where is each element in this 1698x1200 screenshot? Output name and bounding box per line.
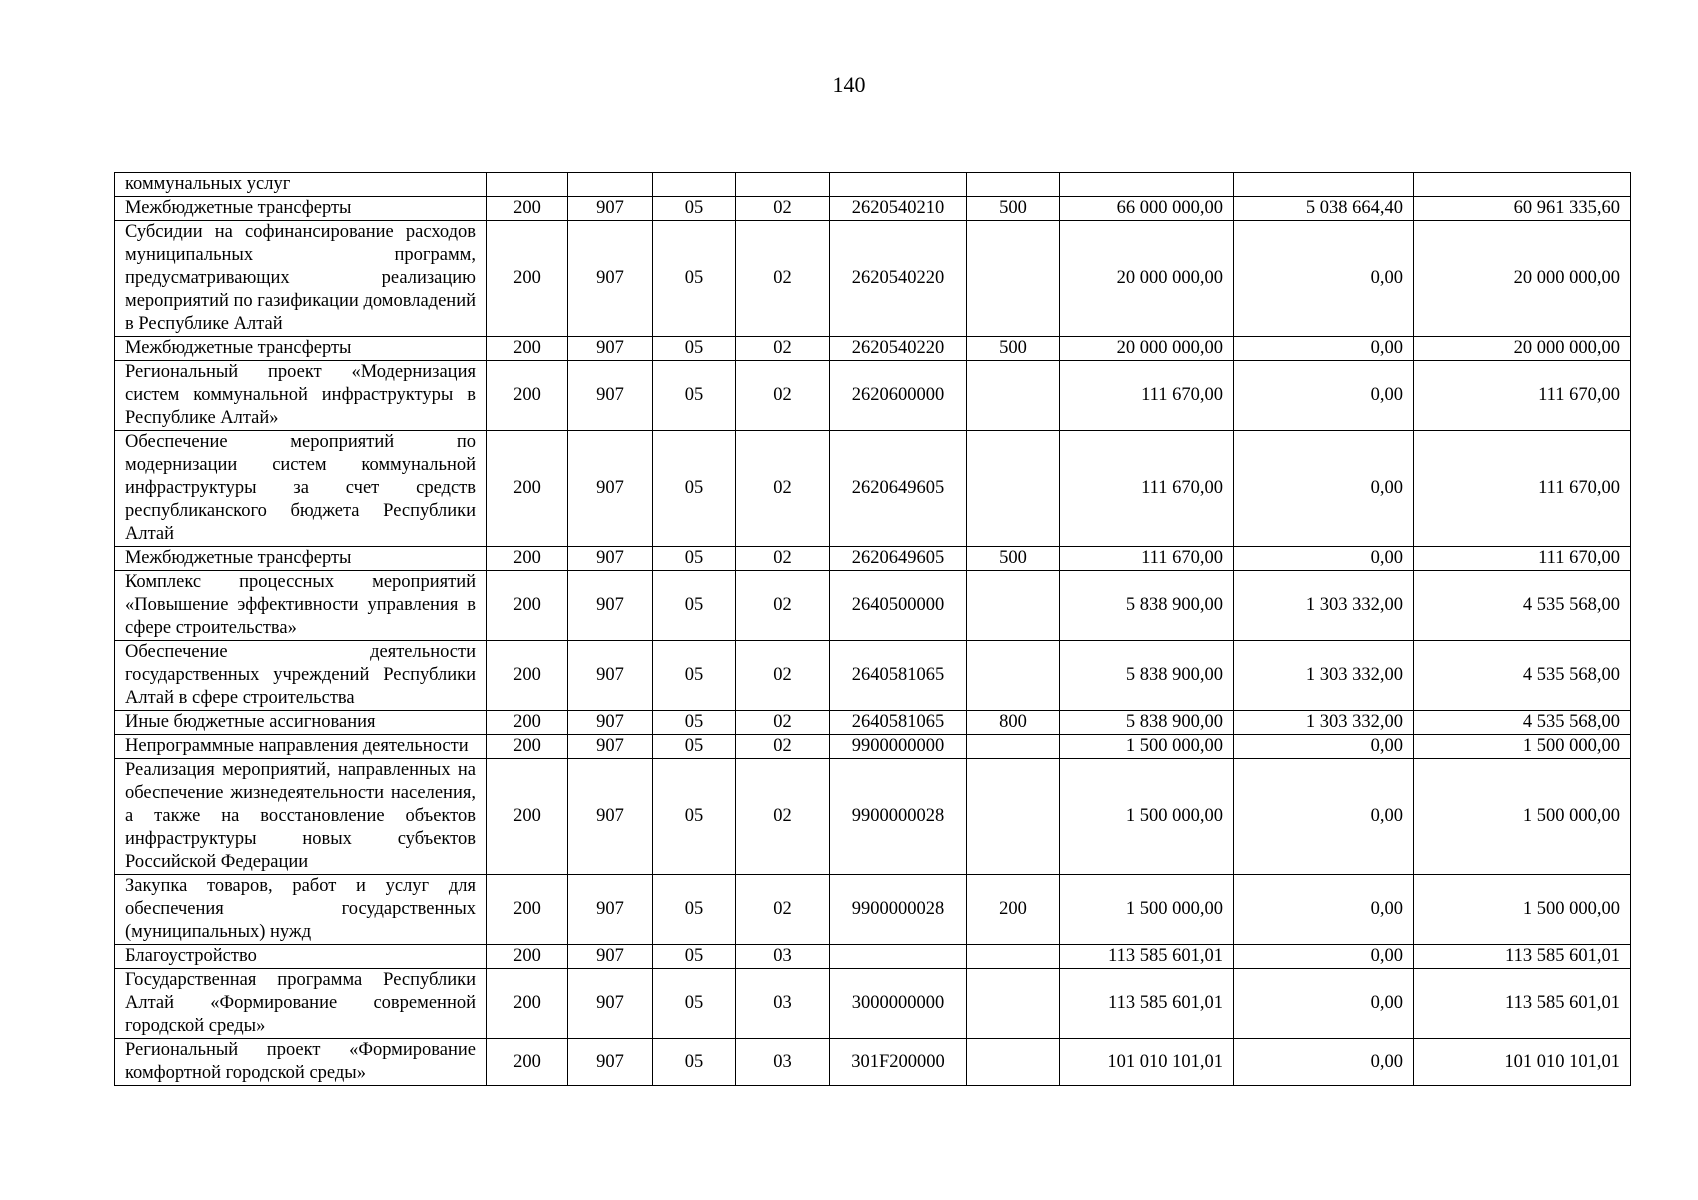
ministry-code — [568, 173, 653, 197]
executed-amount: 1 303 332,00 — [1234, 571, 1414, 641]
admin-code: 200 — [487, 711, 568, 735]
section-code: 05 — [653, 337, 736, 361]
admin-code: 200 — [487, 945, 568, 969]
planned-amount: 20 000 000,00 — [1060, 221, 1234, 337]
executed-amount: 0,00 — [1234, 875, 1414, 945]
planned-amount: 111 670,00 — [1060, 547, 1234, 571]
subsection-code: 02 — [736, 361, 830, 431]
table-row — [115, 361, 1631, 431]
section-code: 05 — [653, 711, 736, 735]
subsection-code: 03 — [736, 969, 830, 1039]
section-code: 05 — [653, 969, 736, 1039]
table-row — [115, 711, 1631, 735]
remaining-amount: 1 500 000,00 — [1414, 735, 1631, 759]
expense-type-code — [967, 173, 1060, 197]
table-body — [115, 173, 1631, 1086]
subsection-code: 02 — [736, 759, 830, 875]
executed-amount: 5 038 664,40 — [1234, 197, 1414, 221]
subsection-code: 02 — [736, 221, 830, 337]
remaining-amount: 20 000 000,00 — [1414, 337, 1631, 361]
target-article-code — [830, 173, 967, 197]
target-article-code: 2620600000 — [830, 361, 967, 431]
planned-amount: 1 500 000,00 — [1060, 875, 1234, 945]
table-row — [115, 969, 1631, 1039]
expense-type-code — [967, 945, 1060, 969]
executed-amount: 1 303 332,00 — [1234, 711, 1414, 735]
ministry-code: 907 — [568, 759, 653, 875]
planned-amount: 5 838 900,00 — [1060, 711, 1234, 735]
planned-amount: 1 500 000,00 — [1060, 759, 1234, 875]
line-item-name: Иные бюджетные ассигнования — [115, 711, 487, 735]
table-row — [115, 571, 1631, 641]
expense-type-code — [967, 361, 1060, 431]
section-code — [653, 173, 736, 197]
ministry-code: 907 — [568, 945, 653, 969]
remaining-amount: 113 585 601,01 — [1414, 945, 1631, 969]
subsection-code: 02 — [736, 711, 830, 735]
admin-code: 200 — [487, 969, 568, 1039]
target-article-code: 2620540220 — [830, 337, 967, 361]
remaining-amount: 20 000 000,00 — [1414, 221, 1631, 337]
ministry-code: 907 — [568, 875, 653, 945]
admin-code: 200 — [487, 571, 568, 641]
table-row — [115, 945, 1631, 969]
ministry-code: 907 — [568, 221, 653, 337]
target-article-code: 2640500000 — [830, 571, 967, 641]
executed-amount: 0,00 — [1234, 1039, 1414, 1086]
table-row — [115, 221, 1631, 337]
line-item-name: Реализация мероприятий, направленных на обеспечение жизнедеятельности населения, а также на восстановление объектов инфраструктуры новых субъектов Российской Федерации — [115, 759, 487, 875]
table-row — [115, 547, 1631, 571]
planned-amount: 113 585 601,01 — [1060, 945, 1234, 969]
line-item-name: Межбюджетные трансферты — [115, 547, 487, 571]
line-item-name: Региональный проект «Модернизация систем коммунальной инфраструктуры в Республике Алтай» — [115, 361, 487, 431]
remaining-amount: 111 670,00 — [1414, 361, 1631, 431]
subsection-code — [736, 173, 830, 197]
table-row — [115, 759, 1631, 875]
admin-code: 200 — [487, 361, 568, 431]
remaining-amount: 60 961 335,60 — [1414, 197, 1631, 221]
remaining-amount: 4 535 568,00 — [1414, 571, 1631, 641]
ministry-code: 907 — [568, 641, 653, 711]
target-article-code: 9900000028 — [830, 875, 967, 945]
subsection-code: 02 — [736, 641, 830, 711]
subsection-code: 02 — [736, 337, 830, 361]
executed-amount: 0,00 — [1234, 361, 1414, 431]
admin-code: 200 — [487, 431, 568, 547]
table-row — [115, 641, 1631, 711]
subsection-code: 03 — [736, 945, 830, 969]
executed-amount: 0,00 — [1234, 431, 1414, 547]
target-article-code: 2620540210 — [830, 197, 967, 221]
ministry-code: 907 — [568, 711, 653, 735]
planned-amount: 5 838 900,00 — [1060, 641, 1234, 711]
remaining-amount: 1 500 000,00 — [1414, 759, 1631, 875]
ministry-code: 907 — [568, 431, 653, 547]
section-code: 05 — [653, 759, 736, 875]
expense-type-code — [967, 969, 1060, 1039]
target-article-code: 2640581065 — [830, 641, 967, 711]
table-row — [115, 173, 1631, 197]
planned-amount: 113 585 601,01 — [1060, 969, 1234, 1039]
target-article-code: 2620649605 — [830, 431, 967, 547]
admin-code — [487, 173, 568, 197]
expense-type-code — [967, 431, 1060, 547]
target-article-code — [830, 945, 967, 969]
section-code: 05 — [653, 547, 736, 571]
table-row — [115, 197, 1631, 221]
page-number: 140 — [832, 72, 866, 97]
section-code: 05 — [653, 1039, 736, 1086]
remaining-amount — [1414, 173, 1631, 197]
table-row — [115, 735, 1631, 759]
line-item-name: Благоустройство — [115, 945, 487, 969]
admin-code: 200 — [487, 759, 568, 875]
target-article-code: 9900000028 — [830, 759, 967, 875]
admin-code: 200 — [487, 547, 568, 571]
expense-type-code: 500 — [967, 337, 1060, 361]
line-item-name: Непрограммные направления деятельности — [115, 735, 487, 759]
line-item-name: Комплекс процессных мероприятий «Повышение эффективности управления в сфере строительства» — [115, 571, 487, 641]
target-article-code: 3000000000 — [830, 969, 967, 1039]
table-row — [115, 1039, 1631, 1086]
subsection-code: 02 — [736, 571, 830, 641]
ministry-code: 907 — [568, 197, 653, 221]
subsection-code: 02 — [736, 197, 830, 221]
line-item-name: Субсидии на софинансирование расходов муниципальных программ, предусматривающих реализацию мероприятий по газификации домовладений в Республике Алтай — [115, 221, 487, 337]
section-code: 05 — [653, 197, 736, 221]
section-code: 05 — [653, 361, 736, 431]
expense-type-code: 200 — [967, 875, 1060, 945]
target-article-code: 301F200000 — [830, 1039, 967, 1086]
admin-code: 200 — [487, 875, 568, 945]
remaining-amount: 101 010 101,01 — [1414, 1039, 1631, 1086]
subsection-code: 02 — [736, 547, 830, 571]
section-code: 05 — [653, 875, 736, 945]
planned-amount: 20 000 000,00 — [1060, 337, 1234, 361]
admin-code: 200 — [487, 641, 568, 711]
expense-type-code: 800 — [967, 711, 1060, 735]
expense-type-code — [967, 759, 1060, 875]
subsection-code: 02 — [736, 875, 830, 945]
planned-amount: 111 670,00 — [1060, 431, 1234, 547]
remaining-amount: 4 535 568,00 — [1414, 641, 1631, 711]
remaining-amount: 4 535 568,00 — [1414, 711, 1631, 735]
line-item-name: Региональный проект «Формирование комфортной городской среды» — [115, 1039, 487, 1086]
admin-code: 200 — [487, 735, 568, 759]
expense-type-code — [967, 641, 1060, 711]
table-row — [115, 431, 1631, 547]
ministry-code: 907 — [568, 969, 653, 1039]
line-item-name: Закупка товаров, работ и услуг для обеспечения государственных (муниципальных) нужд — [115, 875, 487, 945]
ministry-code: 907 — [568, 361, 653, 431]
remaining-amount: 111 670,00 — [1414, 547, 1631, 571]
section-code: 05 — [653, 641, 736, 711]
table-row — [115, 337, 1631, 361]
planned-amount: 101 010 101,01 — [1060, 1039, 1234, 1086]
executed-amount: 0,00 — [1234, 735, 1414, 759]
executed-amount: 0,00 — [1234, 969, 1414, 1039]
admin-code: 200 — [487, 197, 568, 221]
section-code: 05 — [653, 945, 736, 969]
planned-amount: 1 500 000,00 — [1060, 735, 1234, 759]
planned-amount: 66 000 000,00 — [1060, 197, 1234, 221]
budget-table — [114, 172, 1631, 1086]
planned-amount — [1060, 173, 1234, 197]
section-code: 05 — [653, 431, 736, 547]
subsection-code: 02 — [736, 735, 830, 759]
line-item-name: Государственная программа Республики Алтай «Формирование современной городской среды» — [115, 969, 487, 1039]
target-article-code: 2620649605 — [830, 547, 967, 571]
planned-amount: 111 670,00 — [1060, 361, 1234, 431]
subsection-code: 03 — [736, 1039, 830, 1086]
expense-type-code — [967, 221, 1060, 337]
expense-type-code — [967, 571, 1060, 641]
line-item-name: Межбюджетные трансферты — [115, 337, 487, 361]
ministry-code: 907 — [568, 547, 653, 571]
executed-amount — [1234, 173, 1414, 197]
section-code: 05 — [653, 735, 736, 759]
expense-type-code — [967, 735, 1060, 759]
planned-amount: 5 838 900,00 — [1060, 571, 1234, 641]
line-item-name: Обеспечение мероприятий по модернизации систем коммунальной инфраструктуры за счет средств республиканского бюджета Республики Алтай — [115, 431, 487, 547]
expense-type-code: 500 — [967, 547, 1060, 571]
executed-amount: 0,00 — [1234, 547, 1414, 571]
executed-amount: 1 303 332,00 — [1234, 641, 1414, 711]
executed-amount: 0,00 — [1234, 759, 1414, 875]
target-article-code: 9900000000 — [830, 735, 967, 759]
ministry-code: 907 — [568, 735, 653, 759]
remaining-amount: 1 500 000,00 — [1414, 875, 1631, 945]
section-code: 05 — [653, 221, 736, 337]
executed-amount: 0,00 — [1234, 221, 1414, 337]
executed-amount: 0,00 — [1234, 945, 1414, 969]
ministry-code: 907 — [568, 1039, 653, 1086]
admin-code: 200 — [487, 337, 568, 361]
executed-amount: 0,00 — [1234, 337, 1414, 361]
admin-code: 200 — [487, 221, 568, 337]
ministry-code: 907 — [568, 571, 653, 641]
line-item-name: коммунальных услуг — [115, 173, 487, 197]
target-article-code: 2640581065 — [830, 711, 967, 735]
expense-type-code: 500 — [967, 197, 1060, 221]
ministry-code: 907 — [568, 337, 653, 361]
line-item-name: Обеспечение деятельности государственных учреждений Республики Алтай в сфере строительства — [115, 641, 487, 711]
remaining-amount: 113 585 601,01 — [1414, 969, 1631, 1039]
section-code: 05 — [653, 571, 736, 641]
line-item-name: Межбюджетные трансферты — [115, 197, 487, 221]
target-article-code: 2620540220 — [830, 221, 967, 337]
subsection-code: 02 — [736, 431, 830, 547]
expense-type-code — [967, 1039, 1060, 1086]
table-row — [115, 875, 1631, 945]
admin-code: 200 — [487, 1039, 568, 1086]
remaining-amount: 111 670,00 — [1414, 431, 1631, 547]
